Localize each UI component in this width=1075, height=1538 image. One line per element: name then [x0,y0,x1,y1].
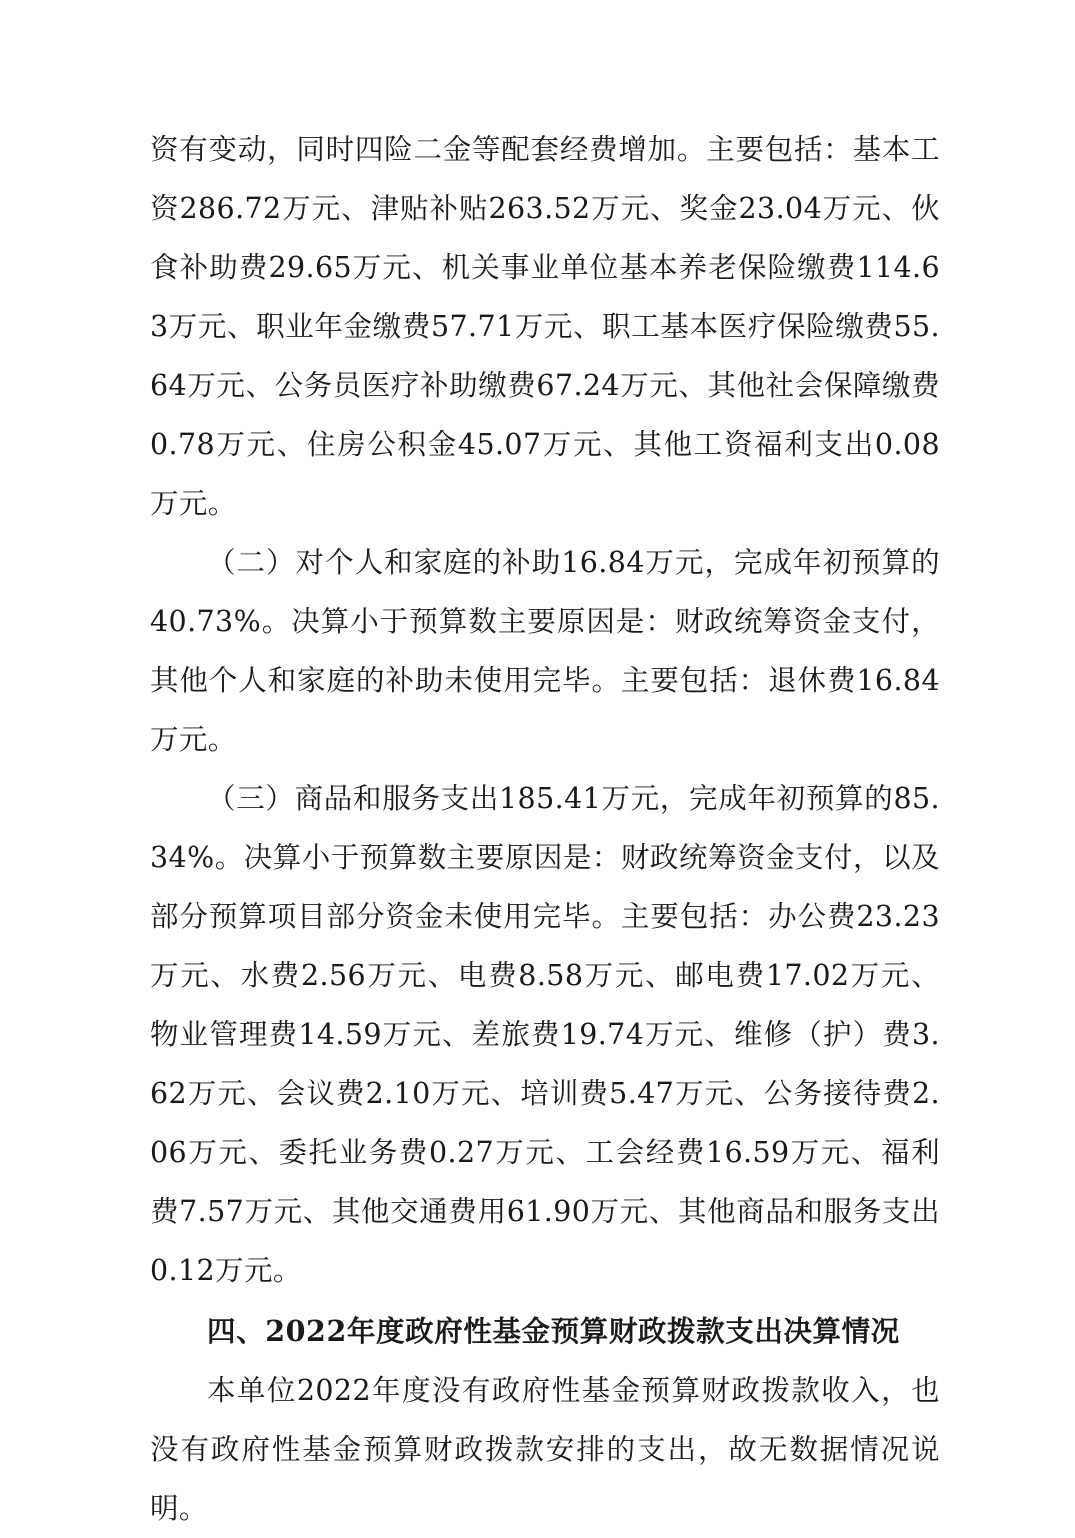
paragraph-item-three: （三）商品和服务支出185.41万元，完成年初预算的85.34%。决算小于预算数主要原因是：财政统筹资金支付，以及部分预算项目部分资金未使用完毕。主要包括：办公费23.23万元、水费2.56万元、电费8.58万元、邮电费17.02万元、物业管理费14.59万元、差旅费19.74万元、维修（护）费3.62万元、会议费2.10万元、培训费5.47万元、公务接待费2.06万元、委托业务费0.27万元、工会经费16.59万元、福利费7.57万元、其他交通费用61.90万元、其他商品和服务支出0.12万元。 [150,782,940,1287]
paragraph-closing-no-data: 本单位2022年度没有政府性基金预算财政拨款收入，也没有政府性基金预算财政拨款安排的支出，故无数据情况说明。 [150,1374,940,1525]
section-heading-government-fund: 四、2022年度政府性基金预算财政拨款支出决算情况 [207,1314,900,1348]
paragraph-item-two: （二）对个人和家庭的补助16.84万元，完成年初预算的40.73%。决算小于预算数主要原因是：财政统筹资金支付，其他个人和家庭的补助未使用完毕。主要包括：退休费16.84万元。 [150,546,940,756]
paragraph-continued-salary: 资有变动，同时四险二金等配套经费增加。主要包括：基本工资286.72万元、津贴补贴263.52万元、奖金23.04万元、伙食补助费29.65万元、机关事业单位基本养老保险缴费114.63万元、职业年金缴费57.71万元、职工基本医疗保险缴费55.64万元、公务员医疗补助缴费67.24万元、其他社会保障缴费0.78万元、住房公积金45.07万元、其他工资福利支出0.08万元。 [150,133,940,520]
document-body [150,120,940,1538]
